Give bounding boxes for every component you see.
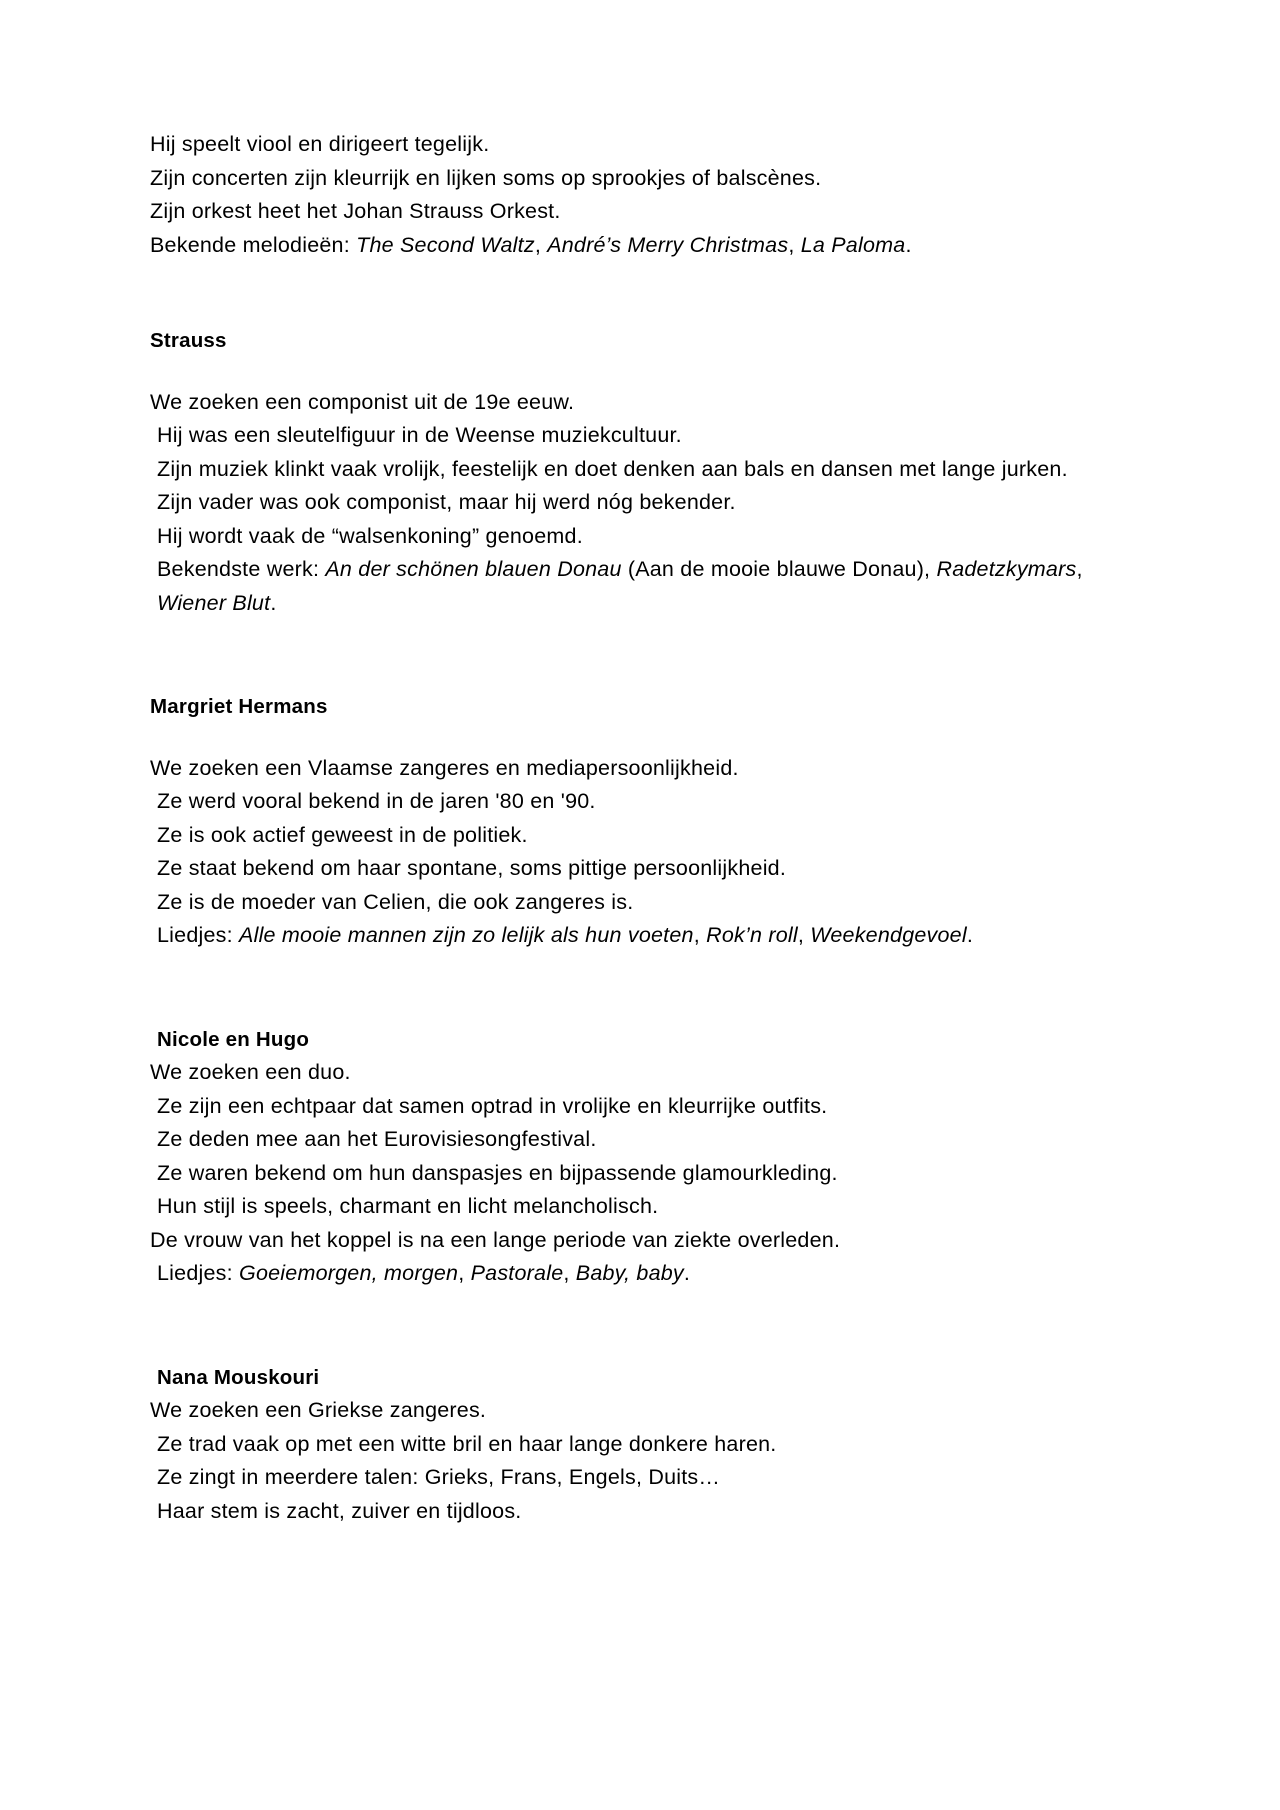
- section-body-strauss: [150, 386, 1110, 621]
- works-label: Bekendste werk:: [157, 557, 326, 581]
- nicole-line-2: Ze zijn een echtpaar dat samen optrad in vrolijke en kleurrijke outfits.: [157, 1093, 828, 1118]
- spacer-1: [150, 262, 1110, 324]
- work-end: .: [270, 590, 277, 615]
- nana-line-3: Ze zingt in meerdere talen: Grieks, Frans, Engels, Duits…: [157, 1465, 721, 1489]
- spacer-5: [150, 953, 1110, 1023]
- work-sep: ,: [1076, 557, 1083, 581]
- melody-title-3: La Paloma: [800, 232, 906, 257]
- song-title-3: Weekendgevoel: [810, 923, 967, 947]
- melody-title-1: The Second Waltz: [356, 232, 535, 257]
- work-title-3: Wiener Blut: [157, 590, 271, 615]
- spacer-3: [150, 620, 1110, 690]
- work-title-2: Radetzkymars: [936, 557, 1077, 581]
- nana-line-2: Ze trad vaak op met een witte bril en haar lange donkere haren.: [157, 1431, 777, 1456]
- song-sep-1: ,: [458, 1261, 471, 1285]
- section-heading-strauss: Strauss: [150, 329, 227, 352]
- song-title-3: Baby, baby: [575, 1261, 684, 1285]
- margriet-line-3: Ze is ook actief geweest in de politiek.: [157, 822, 528, 847]
- intro-line-2: Zijn concerten zijn kleurrijk en lijken soms op sprookjes of balscènes.: [150, 165, 822, 190]
- intro-line-1: Hij speelt viool en dirigeert tegelijk.: [150, 132, 490, 156]
- song-end: .: [683, 1261, 691, 1285]
- song-title-1: Goeiemorgen, morgen: [239, 1261, 459, 1285]
- songs-label: Liedjes:: [157, 1261, 240, 1285]
- margriet-line-4: Ze staat bekend om haar spontane, soms pittige persoonlijkheid.: [157, 856, 787, 880]
- work-note: (Aan de mooie blauwe Donau),: [621, 557, 937, 581]
- nana-line-4: Haar stem is zacht, zuiver en tijdloos.: [157, 1498, 522, 1523]
- melodies-sep-2: ,: [788, 232, 801, 257]
- nicole-songs-line: [150, 1257, 1110, 1291]
- strauss-line-1: We zoeken een componist uit de 19e eeuw.: [150, 389, 575, 414]
- song-title-2: Rok’n roll: [706, 923, 798, 947]
- melodies-label: Bekende melodieën:: [150, 232, 357, 257]
- spacer-2: [150, 358, 1110, 386]
- intro-paragraph: [150, 128, 1110, 262]
- section-heading-nana-mouskouri: Nana Mouskouri: [157, 1365, 320, 1389]
- songs-label: Liedjes:: [157, 923, 240, 947]
- strauss-line-5: Hij wordt vaak de “walsenkoning” genoemd.: [157, 523, 583, 548]
- nana-line-1: We zoeken een Griekse zangeres.: [150, 1398, 487, 1422]
- margriet-line-1: We zoeken een Vlaamse zangeres en mediapersoonlijkheid.: [150, 755, 739, 780]
- spacer-4: [150, 724, 1110, 752]
- intro-melodies-line: [150, 229, 1110, 263]
- section-body-nicole-en-hugo: [150, 1056, 1110, 1291]
- document-content: [150, 128, 1110, 1528]
- melody-title-2: André’s Merry Christmas: [547, 232, 789, 257]
- margriet-songs-line: [150, 919, 1110, 953]
- strauss-line-2: Hij was een sleutelfiguur in de Weense muziekcultuur.: [157, 423, 682, 447]
- section-heading-nicole-en-hugo: Nicole en Hugo: [157, 1027, 310, 1051]
- strauss-line-4: Zijn vader was ook componist, maar hij werd nóg bekender.: [157, 490, 736, 514]
- song-title-1: Alle mooie mannen zijn zo lelijk als hun voeten: [239, 923, 694, 947]
- section-heading-margriet-hermans: Margriet Hermans: [150, 695, 328, 718]
- song-sep-2: ,: [797, 923, 811, 947]
- strauss-line-3: Zijn muziek klinkt vaak vrolijk, feestelijk en doet denken aan bals en dansen met lange jurken.: [157, 456, 1068, 481]
- song-end: .: [966, 923, 974, 947]
- nicole-line-3: Ze deden mee aan het Eurovisiesongfestival.: [157, 1127, 597, 1151]
- song-sep-1: ,: [693, 923, 707, 947]
- nicole-line-1: We zoeken een duo.: [150, 1060, 351, 1084]
- melodies-sep-1: ,: [534, 232, 548, 257]
- section-body-margriet-hermans: [150, 752, 1110, 953]
- nicole-line-6: De vrouw van het koppel is na een lange periode van ziekte overleden.: [150, 1227, 841, 1252]
- song-sep-2: ,: [563, 1261, 576, 1285]
- spacer-6: [150, 1291, 1110, 1361]
- margriet-line-5: Ze is de moeder van Celien, die ook zangeres is.: [157, 889, 634, 914]
- intro-line-3: Zijn orkest heet het Johan Strauss Orkest.: [150, 199, 561, 223]
- melodies-end: .: [905, 232, 912, 257]
- song-title-2: Pastorale: [470, 1261, 564, 1285]
- margriet-line-2: Ze werd vooral bekend in de jaren '80 en '90.: [157, 789, 596, 813]
- strauss-works-line: [150, 553, 1110, 620]
- nicole-line-5: Hun stijl is speels, charmant en licht melancholisch.: [157, 1194, 659, 1218]
- section-body-nana-mouskouri: [150, 1394, 1110, 1528]
- nicole-line-4: Ze waren bekend om hun danspasjes en bijpassende glamourkleding.: [157, 1160, 838, 1185]
- work-title-1: An der schönen blauen Donau: [325, 557, 622, 581]
